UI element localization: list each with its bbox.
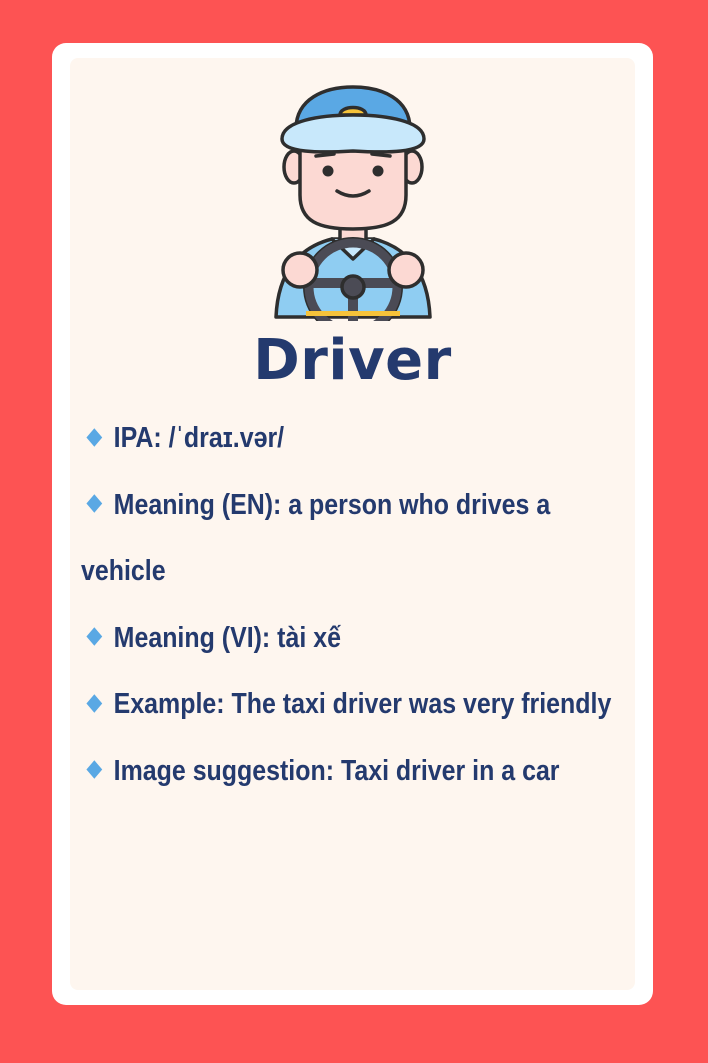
diamond-icon xyxy=(86,628,102,646)
meaning-en-label: Meaning (EN): xyxy=(113,488,282,521)
meaning-en-item xyxy=(81,472,616,605)
ipa-item xyxy=(81,405,616,472)
diamond-icon xyxy=(86,761,102,779)
info-list xyxy=(81,405,616,804)
diamond-icon xyxy=(86,495,102,513)
meaning-vi-label: Meaning (VI): xyxy=(113,621,271,654)
vocab-card-content xyxy=(70,58,635,990)
image-suggestion-item xyxy=(81,738,616,805)
example-label: Example: xyxy=(113,688,225,720)
meaning-en-value: a person who drives a vehicle xyxy=(81,488,551,587)
meaning-vi-value: tài xế xyxy=(277,621,341,654)
diamond-icon xyxy=(86,694,102,712)
ipa-value: /ˈdraɪ.vər/ xyxy=(168,422,285,454)
image-suggestion-value: Taxi driver in a car xyxy=(340,754,560,787)
diamond-icon xyxy=(86,428,102,446)
example-value: The taxi driver was very friendly xyxy=(231,688,612,720)
vocab-card xyxy=(52,43,653,1005)
example-item xyxy=(81,671,616,738)
taxi-driver-icon xyxy=(270,85,436,321)
ipa-label: IPA: xyxy=(113,422,162,454)
word-title: Driver xyxy=(253,328,452,393)
image-suggestion-label: Image suggestion: xyxy=(113,754,335,787)
meaning-vi-item xyxy=(81,605,616,672)
